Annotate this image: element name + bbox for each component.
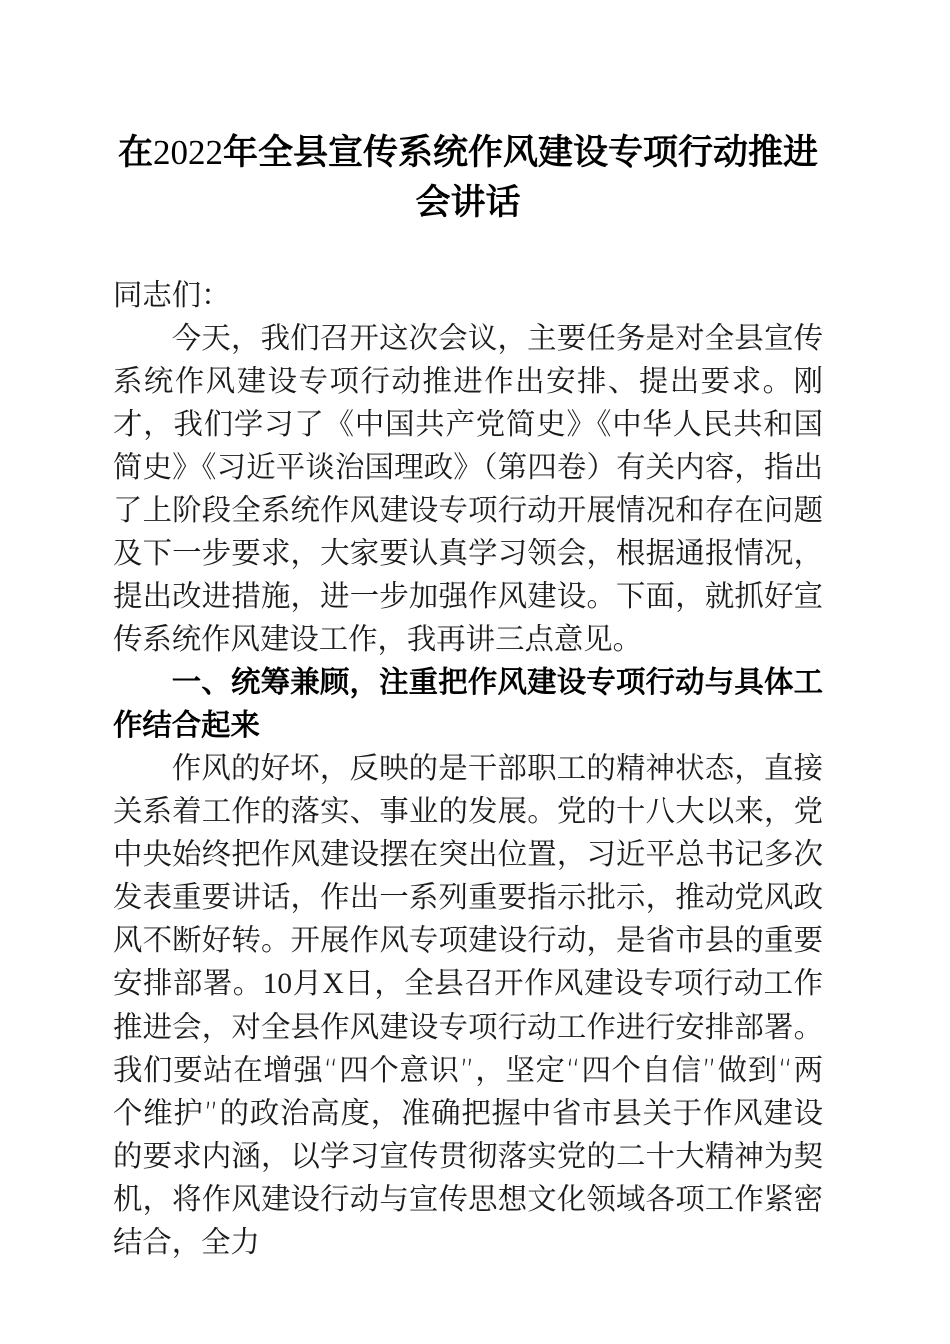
section-heading-one: 一、统筹兼顾，注重把作风建设专项行动与具体工作结合起来 [113,665,823,742]
paragraph-section-one-body: 作风的好坏，反映的是干部职工的精神状态，直接关系着工作的落实、事业的发展。党的十八大以来，党中央始终把作风建设摆在突出位置，习近平总书记多次发表重要讲话，作出一系列重要指示批示，推动党风政风不断好转。开展作风专项建设行动，是省市县的重要安排部署。10月X日，全县召开作风建设专项行动工作推进会，对全县作风建设专项行动工作进行安排部署。我们要站在增强“四个意识”，坚定“四个自信”做到“两个维护”的政治高度，准确把握中省市县关于作风建设的要求内涵，以学习宣传贯彻落实党的二十大精神为契机，将作风建设行动与宣传思想文化领域各项工作紧密结合，全力 [113,751,824,1259]
paragraph-opening-remarks: 今天，我们召开这次会议，主要任务是对全县宣传系统作风建设专项行动推进作出安排、提出要求。刚才，我们学习了《中国共产党简史》《中华人民共和国简史》《习近平谈治国理政》（第四卷）有关内容，指出了上阶段全系统作风建设专项行动开展情况和存在问题及下一步要求，大家要认真学习领会，根据通报情况，提出改进措施，进一步加强作风建设。下面，就抓好宣传系统作风建设工作，我再讲三点意见。 [113,321,823,656]
page-title: 在2022年全县宣传系统作风建设专项行动推进会讲话 [117,133,819,222]
latin-run: X [322,968,344,1000]
salutation-line: 同志们： [113,278,231,312]
latin-run: 10 [262,968,293,1000]
latin-run: 2022 [153,133,223,172]
document-body [113,0,823,1264]
